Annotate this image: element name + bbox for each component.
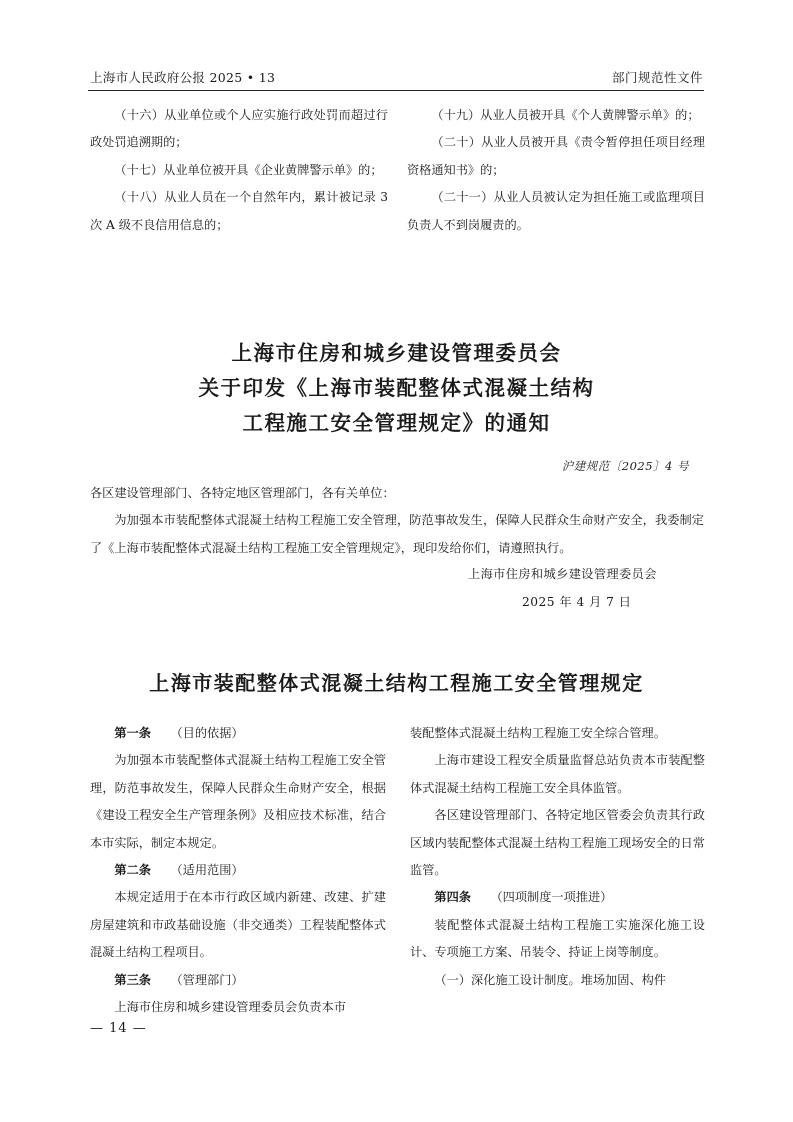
list-item: （十七）从业单位被开具《企业黄牌警示单》的； — [114, 162, 383, 177]
article-2-paragraph: 本规定适用于在本市行政区域内新建、改建、扩建房屋建筑和市政基础设施（非交通类）工程装配整体式混凝土结构工程项目。 — [90, 890, 386, 960]
article-3-paragraph-continued: 装配整体式混凝土结构工程施工安全综合管理。 — [410, 726, 666, 740]
article-3-label: 第三条 — [114, 972, 151, 987]
article-heading — [90, 720, 386, 747]
article-4-item-1: （一）深化施工设计制度。堆场加固、构件 — [434, 972, 666, 987]
notice-title-line-2: 关于印发《上海市装配整体式混凝土结构 — [198, 376, 595, 400]
top-list-right — [407, 102, 705, 239]
header-section: 部门规范性文件 — [611, 70, 703, 85]
article-3-paragraph-3: 各区建设管理部门、各特定地区管委会负责其行政区域内装配整体式混凝土结构工程施工现场安全的日常监管。 — [410, 808, 705, 878]
header-divider — [88, 90, 704, 91]
list-item: （十六）从业单位或个人应实施行政处罚而超过行政处罚追溯期的； — [90, 108, 388, 150]
list-item: （二十）从业人员被开具《责令暂停担任项目经理资格通知书》的； — [407, 135, 705, 177]
top-list-left — [90, 102, 388, 239]
article-2-label: 第二条 — [114, 863, 151, 878]
article-heading — [410, 884, 705, 911]
notice-title-line-1: 上海市住房和城乡建设管理委员会 — [231, 341, 562, 365]
regulation-column-right — [410, 720, 705, 994]
notice-paragraph: 为加强本市装配整体式混凝土结构工程施工安全管理，防范事故发生，保障人民群众生命财产安全，我委制定了《上海市装配整体式混凝土结构工程施工安全管理规定》，现印发给你们，请遵照执行。 — [90, 513, 704, 555]
article-heading — [90, 857, 386, 884]
article-3-paragraph: 上海市住房和城乡建设管理委员会负责本市 — [114, 1000, 346, 1015]
article-3-paragraph-2: 上海市建设工程安全质量监督总站负责本市装配整体式混凝土结构工程施工安全具体监管。 — [410, 753, 705, 795]
article-2-subtitle: （适用范围） — [170, 863, 244, 878]
article-heading — [90, 967, 386, 994]
article-1-subtitle: （目的依据） — [170, 726, 244, 740]
signature-organization: 上海市住房和城乡建设管理委员会 — [468, 567, 657, 581]
article-4-paragraph: 装配整体式混凝土结构工程施工实施深化施工设计、专项施工方案、吊装令、持证上岗等制度。 — [410, 917, 705, 960]
article-4-subtitle: （四项制度一项推进） — [490, 890, 613, 905]
list-item: （十九）从业人员被开具《个人黄牌警示单》的； — [431, 108, 700, 122]
article-1-paragraph: 为加强本市装配整体式混凝土结构工程施工安全管理，防范事故发生，保障人民群众生命财产安全，根据《建设工程安全生产管理条例》及相应技术标准，结合本市实际，制定本规定。 — [90, 753, 386, 850]
list-item: （二十一）从业人员被认定为担任施工或监理项目负责人不到岗履责的。 — [407, 190, 705, 232]
page-number: — 14 — — [90, 1021, 147, 1036]
notice-addressee: 各区建设管理部门、各特定地区管理部门，各有关单位： — [90, 486, 395, 500]
header-publication: 上海市人民政府公报 2025 • 13 — [90, 70, 276, 85]
list-item: （十八）从业人员在一个自然年内，累计被记录 3 次 A 级不良信用信息的； — [90, 190, 388, 232]
article-1-label: 第一条 — [114, 726, 151, 740]
document-number: 沪建规范〔2025〕4 号 — [561, 459, 689, 473]
signature-date: 2025 年 4 月 7 日 — [522, 595, 632, 609]
article-4-label: 第四条 — [434, 890, 471, 905]
notice-body — [90, 480, 704, 562]
regulation-column-left — [90, 720, 386, 1021]
regulation-title: 上海市装配整体式混凝土结构工程施工安全管理规定 — [149, 671, 644, 695]
article-3-subtitle: （管理部门） — [170, 972, 244, 987]
notice-title-line-3: 工程施工安全管理规定》的通知 — [242, 411, 551, 435]
